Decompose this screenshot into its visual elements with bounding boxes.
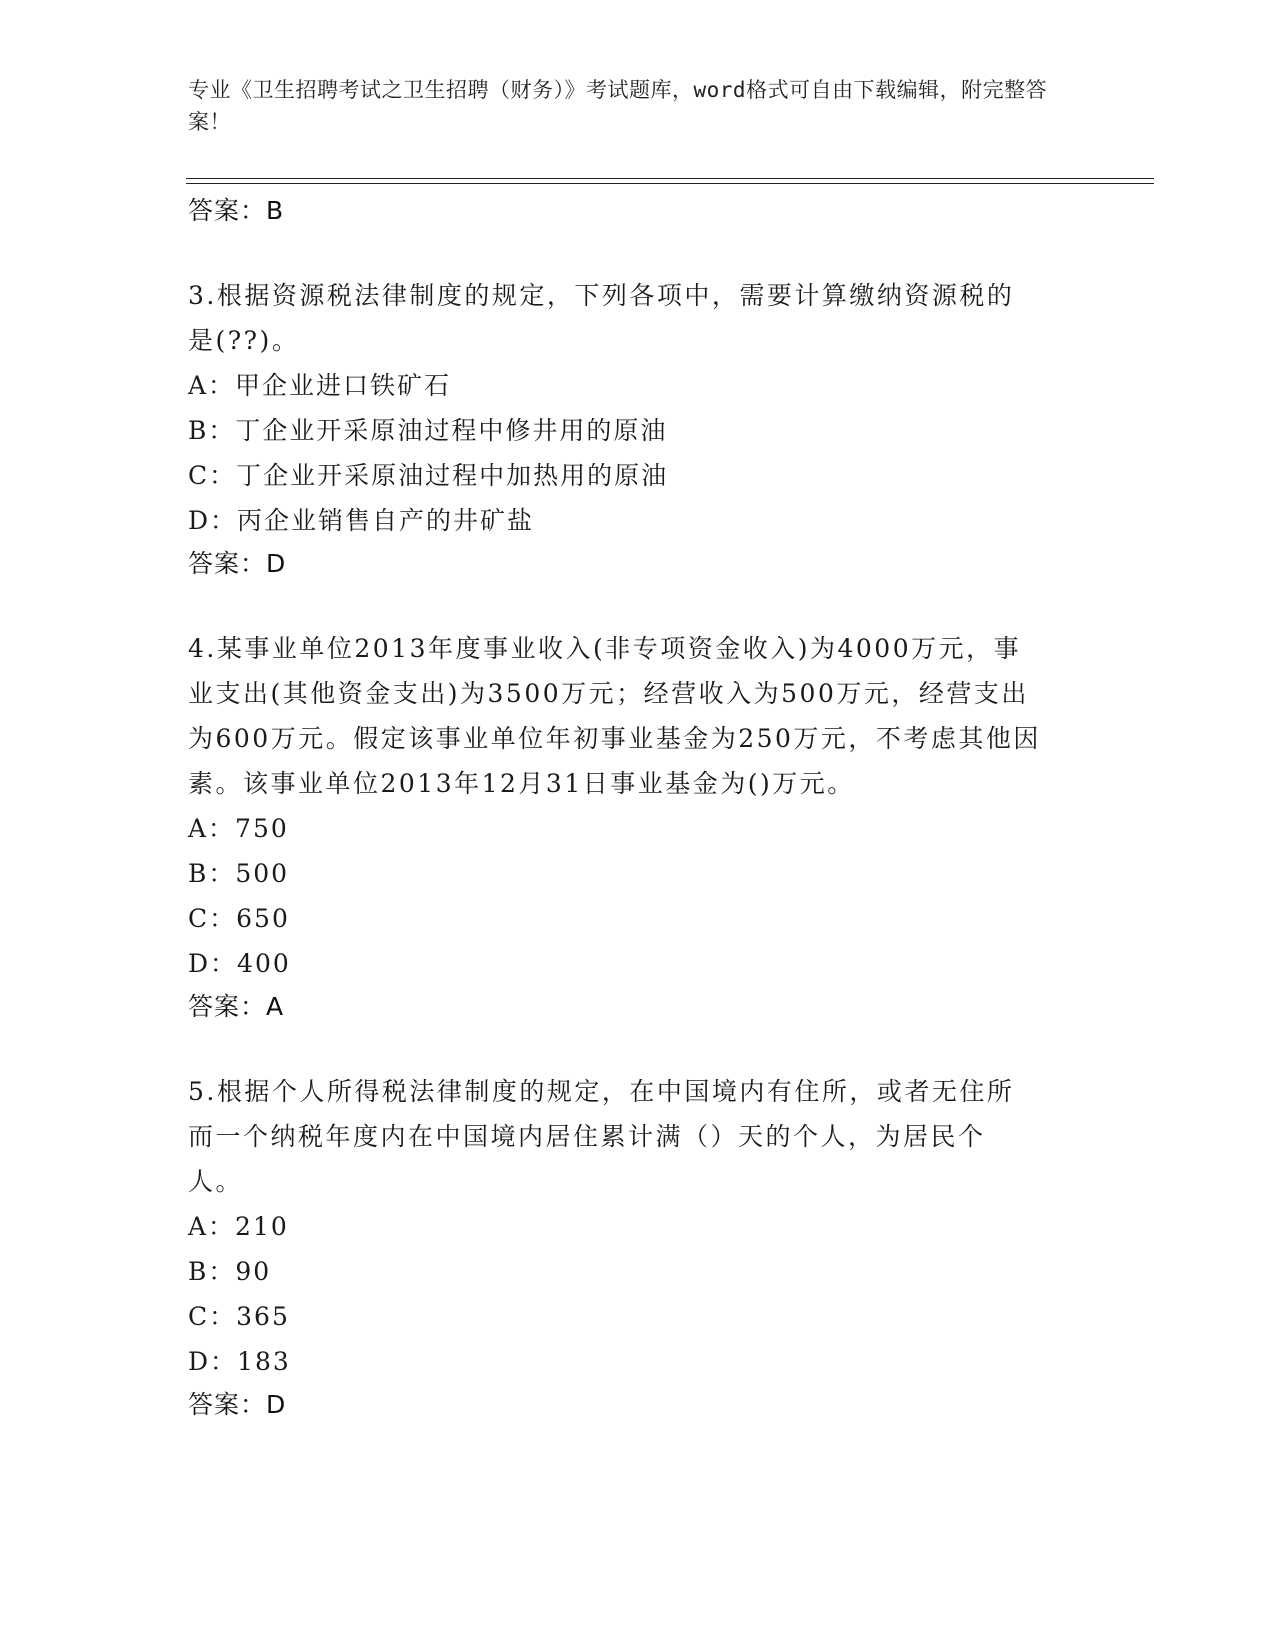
- answer-line: 答案：A: [188, 992, 285, 1021]
- option-b: B：500: [188, 859, 290, 888]
- answer-line: 答案：B: [188, 196, 285, 225]
- option-c: C：丁企业开采原油过程中加热用的原油: [188, 461, 669, 490]
- question-stem: 3.根据资源税法律制度的规定，下列各项中，需要计算缴纳资源税的是(??)。: [188, 281, 1015, 355]
- question-stem: 5.根据个人所得税法律制度的规定，在中国境内有住所，或者无住所而一个纳税年度内在中国境内居住累计满（）天的个人，为居民个人。: [188, 1077, 1015, 1196]
- answer-line: 答案：D: [188, 1390, 287, 1419]
- option-d: D：400: [188, 949, 291, 978]
- option-d: D：丙企业销售自产的井矿盐: [188, 506, 535, 535]
- option-a: A：210: [188, 1212, 289, 1241]
- question-list: [188, 190, 1088, 1426]
- page-header: 专业《卫生招聘考试之卫生招聘（财务）》考试题库，word格式可自由下载编辑，附完整答案！: [188, 78, 1048, 134]
- question-stem: 4.某事业单位2013年度事业收入(非专项资金收入)为4000万元，事业支出(其他资金支出)为3500万元；经营收入为500万元，经营支出为600万元。假定该事业单位年初事业基金为250万元，不考虑其他因素。该事业单位2013年12月31日事业基金为()万元。: [188, 634, 1041, 798]
- option-b: B：90: [188, 1257, 272, 1286]
- answer-line: 答案：D: [188, 549, 287, 578]
- question-item: [188, 1069, 1088, 1426]
- option-c: C：650: [188, 904, 290, 933]
- question-item: [188, 626, 1088, 1028]
- option-d: D：183: [188, 1347, 291, 1376]
- spacer: [188, 232, 1088, 273]
- spacer: [188, 1028, 1088, 1069]
- option-b: B：丁企业开采原油过程中修井用的原油: [188, 416, 668, 445]
- option-a: A：甲企业进口铁矿石: [188, 371, 452, 400]
- option-c: C：365: [188, 1302, 290, 1331]
- option-a: A：750: [188, 814, 289, 843]
- header-rule-top: [186, 178, 1154, 179]
- spacer: [188, 585, 1088, 626]
- header-rule-bottom: [186, 183, 1154, 184]
- question-item: [188, 273, 1088, 585]
